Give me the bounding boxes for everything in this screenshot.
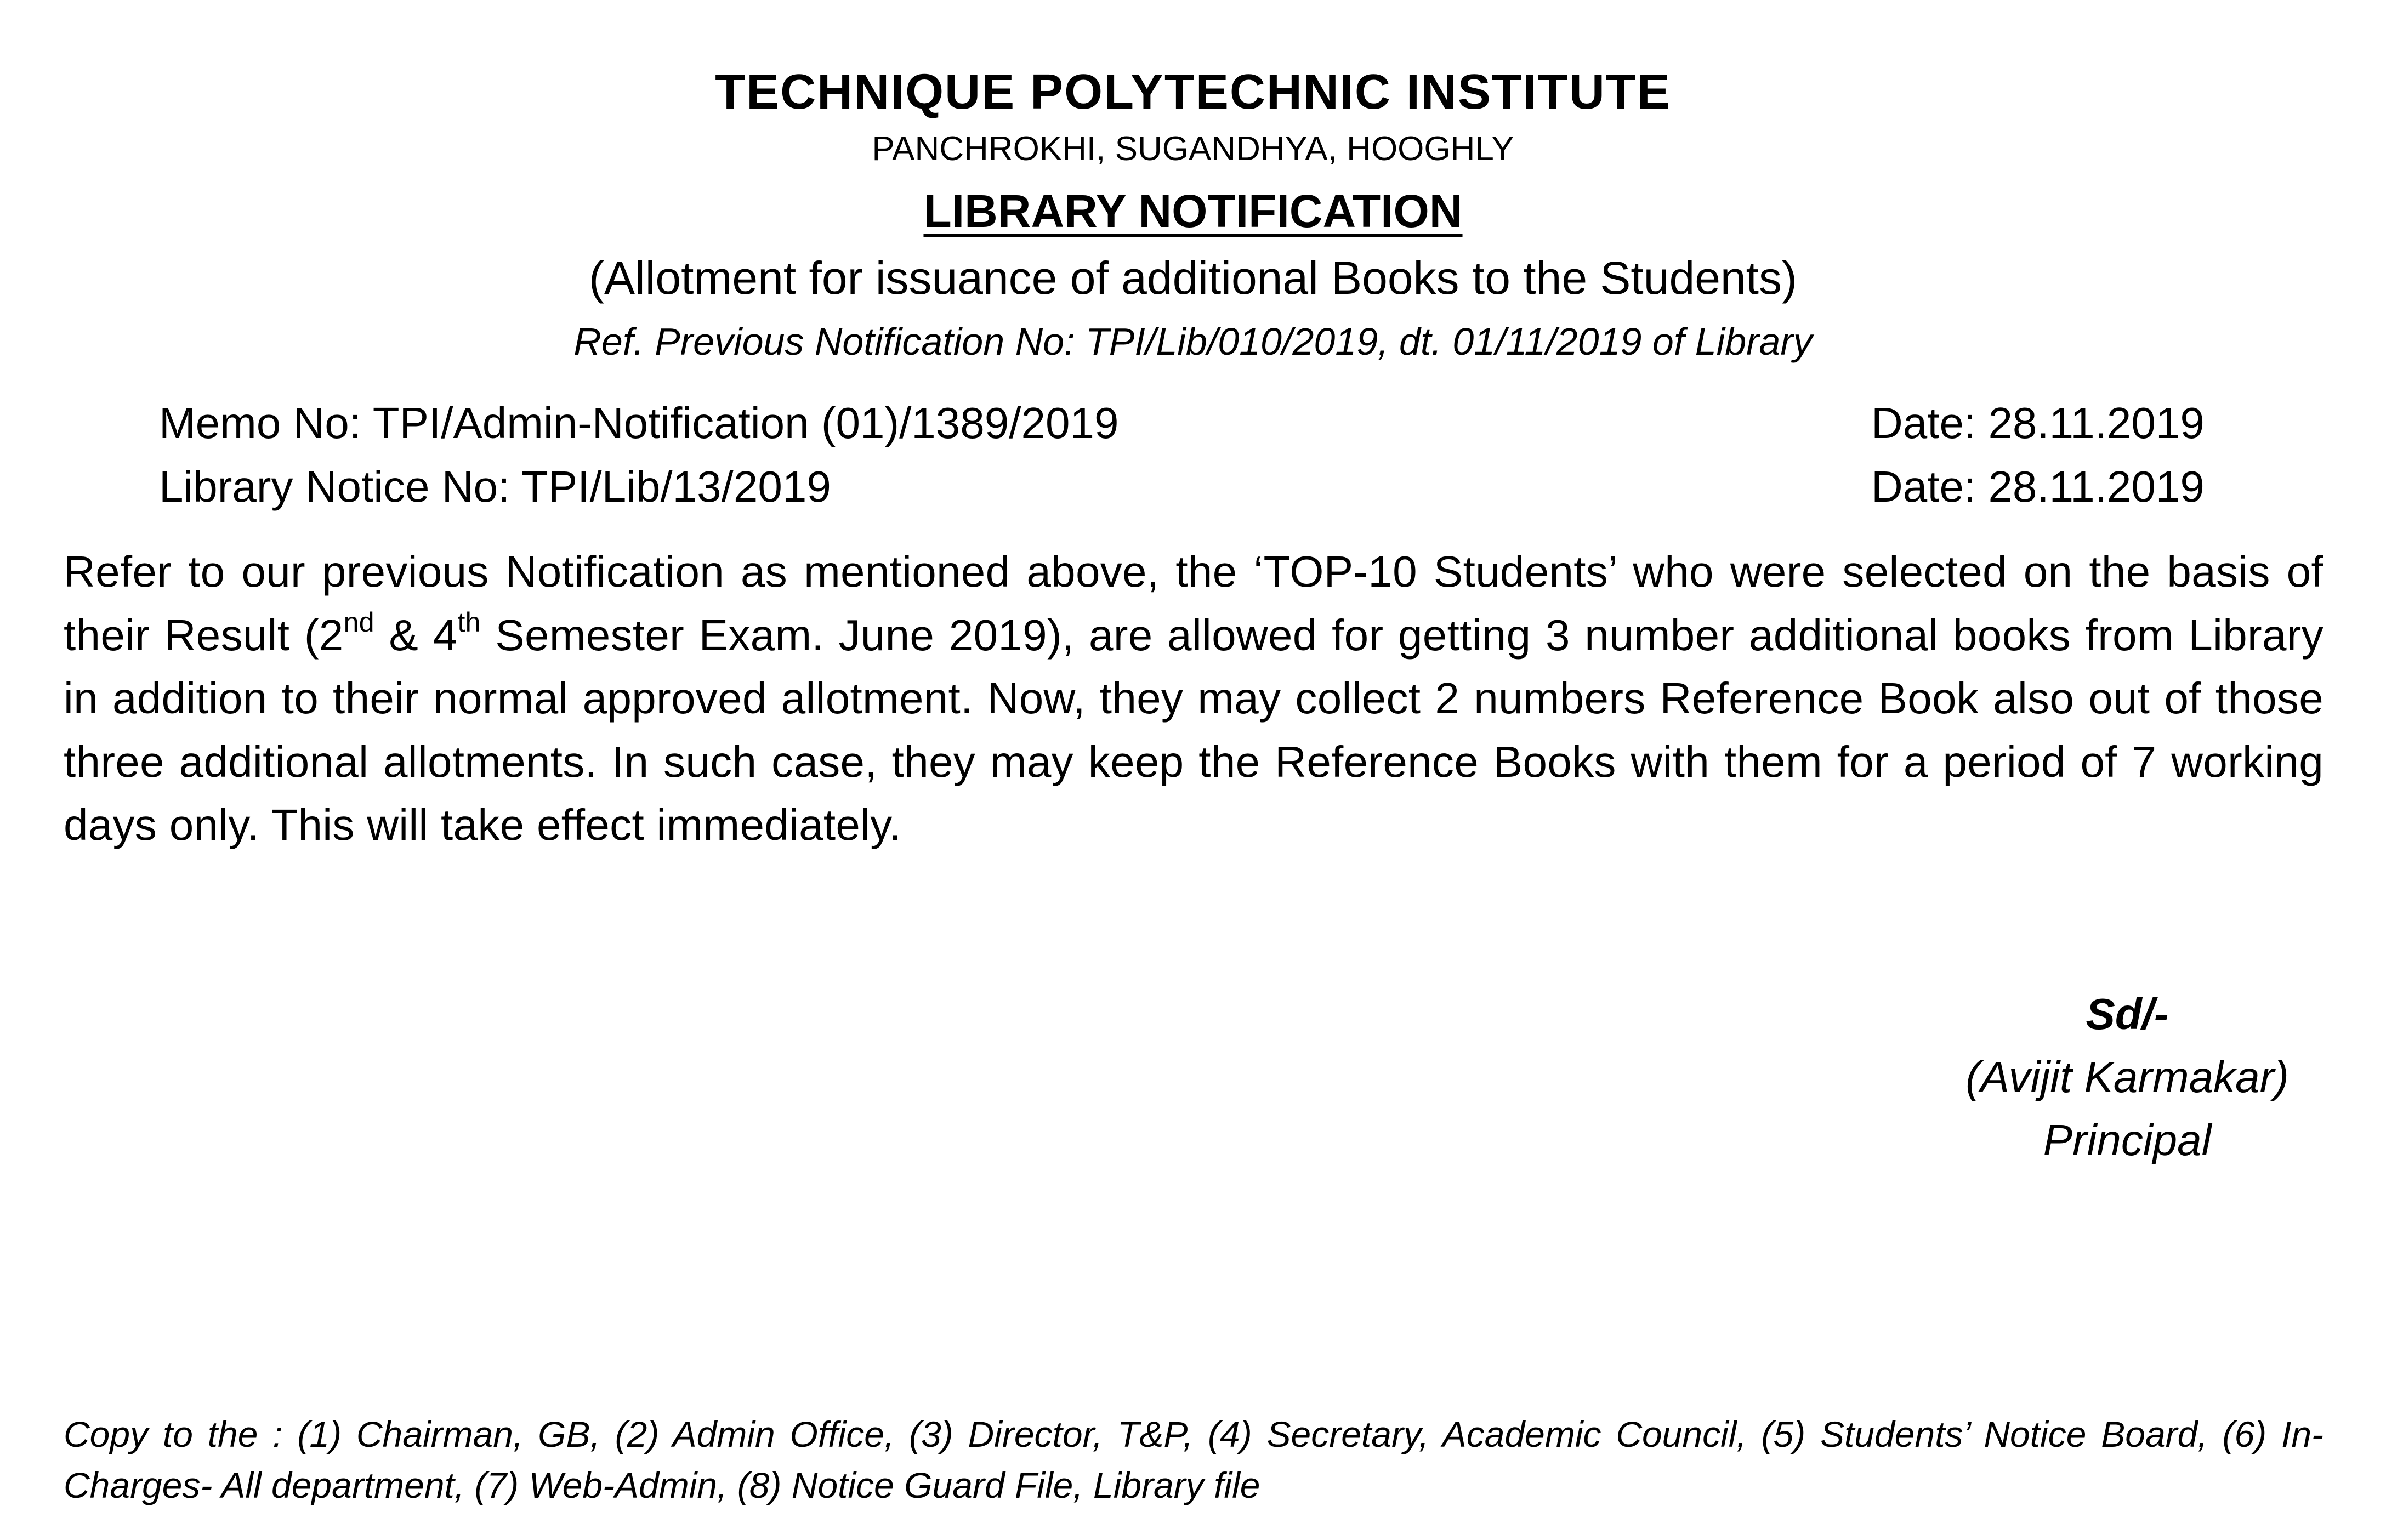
library-notice-date: Date: 28.11.2019 [1871, 462, 2205, 511]
institute-address: PANCHROKHI, SUGANDHYA, HOOGHLY [872, 130, 1514, 168]
notice-body [64, 540, 2323, 857]
copy-to-list: Copy to the : (1) Chairman, GB, (2) Admin Office, (3) Director, T&P, (4) Secretary, Academic Council, (5) Students’ Notice Board, (6) In-Charges- All department, (7) Web-Admin, (8) Notice Guard File, Library file [64, 1414, 2323, 1505]
signatory-name: (Avijit Karmakar) [1965, 1053, 2289, 1101]
reference-line: Ref. Previous Notification No: TPI/Lib/010/2019, dt. 01/11/2019 of Library [573, 320, 1813, 363]
superscript-th: th [457, 606, 481, 638]
memo-date: Date: 28.11.2019 [1871, 399, 2205, 447]
memo-number: Memo No: TPI/Admin-Notification (01)/1389/2019 [159, 399, 1119, 447]
superscript-nd: nd [343, 606, 374, 638]
body-text-part-1: Refer to our previous Notification as mentioned above, the ‘TOP-10 Students’ who were selected on the basis of their Result (2 [64, 547, 2323, 660]
notification-subtitle: (Allotment for issuance of additional Books to the Students) [589, 252, 1797, 304]
institute-name: TECHNIQUE POLYTECHNIC INSTITUTE [715, 65, 1671, 120]
body-text-part-3: Semester Exam. June 2019), are allowed for getting 3 number additional books from Library in addition to their normal approved allotment. Now, they may collect 2 numbers Reference Book also out of those three additional allotments. In such case, they may keep the Reference Books with them for a period of 7 working days only. This will take effect immediately. [64, 610, 2323, 849]
body-text-part-2: & 4 [374, 610, 458, 660]
signature-sd: Sd/- [2086, 990, 2169, 1038]
notification-title: LIBRARY NOTIFICATION [923, 185, 1463, 237]
library-notice-number: Library Notice No: TPI/Lib/13/2019 [159, 462, 831, 511]
signatory-designation: Principal [2043, 1116, 2212, 1164]
